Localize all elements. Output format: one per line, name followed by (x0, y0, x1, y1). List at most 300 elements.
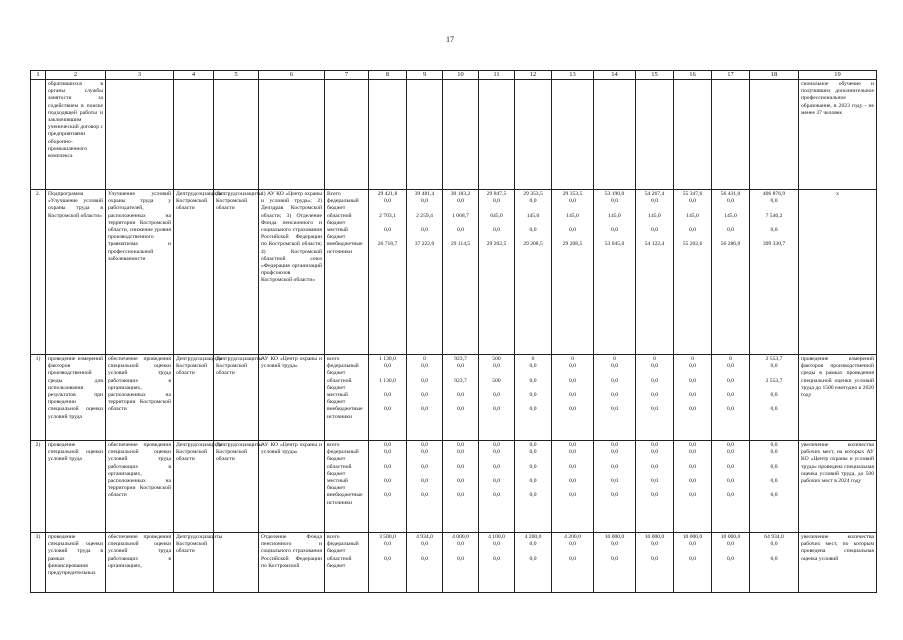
source-name: областной бюджет (327, 212, 352, 226)
header-cell: 13 (552, 71, 594, 80)
cell-c6: Отделение Фонда пенсионного и социального страхования Российской Федерации по Костромской (259, 533, 325, 593)
value: 0,0 (651, 449, 658, 456)
value: 0,0 (689, 541, 696, 548)
cell-c2: проведение измерений факторов производственной среды для использования результатов при проведении специальной оценки условий труда (46, 355, 106, 441)
cell-c3: обеспечение проведения специальной оценки условий труда работающих в организациях, (106, 533, 174, 593)
value: 0,0 (611, 541, 618, 548)
cell-value (636, 80, 674, 190)
value: 0,0 (689, 377, 696, 384)
value: 0,0 (689, 442, 696, 448)
source-name: внебюджетные источники (327, 406, 363, 420)
value: 0,0 (770, 477, 778, 484)
value: 0,0 (611, 198, 618, 205)
value: 0,0 (457, 555, 464, 562)
value: 0,0 (457, 198, 464, 205)
cell-value (750, 355, 799, 441)
value: 0 (691, 356, 694, 362)
value: 53 045,0 (604, 241, 625, 248)
value: 29 421,8 (377, 191, 398, 197)
value: 0,0 (421, 442, 428, 448)
value: 0,0 (569, 363, 576, 370)
value: 0,0 (727, 555, 734, 562)
value: 0,0 (529, 463, 537, 470)
value: 0,0 (421, 449, 428, 456)
value: 0,0 (384, 555, 391, 562)
value: 0,0 (457, 449, 464, 456)
cell-value (479, 441, 515, 533)
cell-c4: Дептрудсоцзащиты Костромской области (174, 190, 214, 355)
cell-c6: АУ КО «Центр охраны и условий труда» (259, 441, 325, 533)
value: 0,0 (569, 555, 576, 562)
value: 0,0 (651, 363, 658, 370)
value: 0,0 (493, 492, 500, 499)
value: 0,0 (689, 226, 696, 233)
value: 0,0 (384, 541, 391, 548)
cell-c5 (214, 533, 259, 593)
source-name: местный бюджет (327, 226, 348, 241)
value: 29 208,5 (523, 241, 543, 248)
value: 55 202,6 (682, 241, 703, 248)
value: 1 130,0 (379, 356, 396, 362)
value: 0,0 (611, 363, 618, 370)
source-name: местный бюджет (327, 391, 348, 406)
value: 0 (613, 356, 616, 362)
table-row (31, 441, 877, 533)
source-name: внебюджетные источники (327, 492, 363, 506)
value: 0,0 (493, 363, 500, 370)
value: 64 934,0 (764, 534, 784, 540)
value: 145,0 (608, 212, 621, 219)
value: 0,0 (384, 226, 391, 233)
value: 4 100,0 (488, 534, 505, 540)
header-cell: 11 (479, 71, 515, 80)
value: 10 000,0 (644, 534, 665, 540)
cell-value (479, 80, 515, 190)
cell-value (407, 355, 443, 441)
value: 0,0 (569, 442, 576, 448)
value: 0,0 (529, 377, 537, 384)
value: 0,0 (727, 492, 734, 499)
cell-value (443, 190, 479, 355)
cell-value (712, 80, 750, 190)
value: 0,0 (689, 492, 696, 499)
value: 0,0 (651, 198, 658, 205)
cell-value (594, 355, 636, 441)
value: 0,0 (611, 463, 618, 470)
header-cell: 9 (407, 71, 443, 80)
cell-c5: Депгрудсоцзащиты Костромской области (214, 355, 259, 441)
value: 406 876,9 (762, 191, 786, 197)
value: 0,0 (611, 226, 618, 233)
cell-value (369, 80, 407, 190)
cell-value (636, 190, 674, 355)
cell-c3 (106, 80, 174, 190)
cell-value (479, 190, 515, 355)
header-cell: 18 (750, 71, 799, 80)
value: 0,0 (727, 442, 734, 448)
value: 0,0 (493, 442, 500, 448)
cell-sources (325, 190, 369, 355)
value: 0,0 (689, 406, 696, 413)
value: 0,0 (651, 463, 658, 470)
value: 0,0 (493, 541, 500, 548)
header-cell: 17 (712, 71, 750, 80)
cell-c2: проведение специальной оценки условий труда (46, 441, 106, 533)
value: 0,0 (457, 463, 464, 470)
cell-value (552, 533, 594, 593)
cell-value (443, 355, 479, 441)
value: 0,0 (457, 492, 464, 499)
value: 0,0 (569, 377, 576, 384)
value: 0,0 (651, 492, 658, 499)
header-cell: 16 (674, 71, 712, 80)
cell-value (636, 355, 674, 441)
table-row (31, 190, 877, 355)
value: 0,0 (611, 442, 618, 448)
cell-c1: 3) (31, 533, 46, 593)
cell-value (552, 80, 594, 190)
cell-c4 (174, 80, 214, 190)
value: 0,0 (421, 363, 428, 370)
value: 0,0 (384, 406, 391, 413)
value: 10 000,0 (604, 534, 625, 540)
value: 0,0 (421, 541, 428, 548)
header-cell: 6 (259, 71, 325, 80)
value: 0,0 (569, 226, 576, 233)
value: 0,0 (421, 555, 428, 562)
value: 0,0 (493, 198, 500, 205)
value: 55 347,6 (682, 191, 703, 197)
value: 0,0 (421, 477, 428, 484)
value: 0,0 (421, 198, 428, 205)
value: 0,0 (384, 363, 391, 370)
value: 0,0 (457, 226, 464, 233)
cell-value (750, 80, 799, 190)
value: 0,0 (421, 377, 428, 384)
value: 10 000,0 (682, 534, 703, 540)
value: 0,0 (384, 198, 391, 205)
header-cell: 4 (174, 71, 214, 80)
source-name: федеральный бюджет (327, 198, 359, 212)
header-cell: 19 (799, 71, 877, 80)
value: 0,0 (727, 377, 734, 384)
cell-result: увеличение количества рабочих мест, по которым проведена специальная оценка условий (799, 533, 877, 593)
cell-value (407, 533, 443, 593)
cell-result: х (799, 190, 877, 355)
source-name: местный бюджет (327, 477, 348, 492)
cell-c5: Депгрудсоцзащиты Костромской области (214, 190, 259, 355)
value: 2 703,1 (379, 212, 396, 219)
value: 0,0 (770, 226, 778, 233)
cell-value (552, 355, 594, 441)
value: 26 718,7 (377, 241, 398, 248)
value: 7 546,2 (765, 212, 783, 219)
cell-c2: обратившихся в органы службы занятости за содействием в поиске подходящей работы и заключившим ученический договор с предприятиями оборонно-промышленного комплекса (46, 80, 106, 190)
cell-value (407, 441, 443, 533)
value: 0,0 (384, 477, 391, 484)
value: 0,0 (457, 442, 464, 448)
value: 0,0 (493, 226, 500, 233)
value: 0,0 (569, 477, 576, 484)
value: 54 267,4 (644, 191, 665, 197)
source-name: всего (327, 534, 340, 540)
value: 0,0 (689, 391, 696, 398)
value: 0,0 (611, 449, 618, 456)
cell-value (636, 441, 674, 533)
value: 0,0 (421, 463, 428, 470)
value: 145,0 (526, 212, 540, 219)
value: 0 (729, 356, 732, 362)
value: 0 (423, 356, 426, 362)
cell-c1: 2) (31, 441, 46, 533)
value: 145,0 (648, 212, 661, 219)
value: 0,0 (770, 442, 778, 448)
cell-value (674, 190, 712, 355)
value: 145,0 (686, 212, 699, 219)
value: 56 431,0 (720, 191, 741, 197)
value: 29 847,5 (486, 191, 507, 197)
value: 4 200,0 (564, 534, 581, 540)
cell-value (515, 80, 552, 190)
source-name: Всего (327, 191, 341, 197)
value: 3 500,0 (379, 534, 396, 540)
value: 53 190,0 (604, 191, 625, 197)
cell-value (369, 355, 407, 441)
value: 0,0 (384, 492, 391, 499)
cell-value (674, 80, 712, 190)
value: 0,0 (569, 463, 576, 470)
value: 0,0 (689, 555, 696, 562)
cell-value (515, 355, 552, 441)
value: 29 353,5 (562, 191, 583, 197)
cell-value (594, 190, 636, 355)
cell-value (515, 190, 552, 355)
value: 399 330,7 (762, 241, 786, 248)
value: 0,0 (727, 477, 734, 484)
value: 37 222,0 (414, 241, 435, 248)
table-row (31, 80, 877, 190)
source-name: федеральный бюджет (327, 363, 359, 377)
value: 0,0 (651, 406, 658, 413)
cell-c4: Депгрудсоцзащиты Костромской области (174, 355, 214, 441)
header-cell: 8 (369, 71, 407, 80)
value: 0,0 (611, 377, 618, 384)
cell-value (479, 355, 515, 441)
value: 0,0 (529, 541, 537, 548)
table-row (31, 533, 877, 593)
value: 0,0 (651, 541, 658, 548)
cell-value (594, 533, 636, 593)
value: 0,0 (651, 477, 658, 484)
value: 0,0 (529, 492, 537, 499)
value: 0,0 (727, 449, 734, 456)
cell-value (674, 533, 712, 593)
value: 0,0 (727, 391, 734, 398)
value: 0,0 (770, 555, 778, 562)
header-row (31, 71, 877, 80)
value: 0,0 (689, 477, 696, 484)
value: 1 130,0 (379, 377, 396, 384)
value: 39 481,4 (414, 191, 435, 197)
cell-value (407, 190, 443, 355)
value: 0,0 (611, 406, 618, 413)
source-name: всего (327, 442, 340, 448)
cell-c1: 2. (31, 190, 46, 355)
cell-c5 (214, 80, 259, 190)
value: 0,0 (493, 463, 500, 470)
cell-value (407, 80, 443, 190)
value: 645,0 (490, 212, 503, 219)
value: 29 208,5 (562, 241, 583, 248)
value: 0,0 (770, 449, 778, 456)
value: 0,0 (651, 391, 658, 398)
value: 0,0 (493, 555, 500, 562)
header-cell: 14 (594, 71, 636, 80)
value: 0,0 (529, 406, 537, 413)
value: 0,0 (529, 449, 537, 456)
header-cell: 3 (106, 71, 174, 80)
cell-c5: Депгрудсоцзащиты Костромской области (214, 441, 259, 533)
value: 0,0 (457, 477, 464, 484)
source-name: областной бюджет (327, 555, 352, 569)
value: 0,0 (493, 449, 500, 456)
value: 500 (492, 356, 501, 362)
value: 0,0 (770, 363, 778, 370)
value: 0,0 (457, 541, 464, 548)
cell-c3: Улучшение условий охраны труда у работодателей, расположенных на территории Костромской области, снижение уровня производственного травматизма и профессиональной заболеваемости (106, 190, 174, 355)
cell-value (750, 533, 799, 593)
value: 0 (571, 356, 574, 362)
value: 0,0 (529, 226, 537, 233)
value: 0,0 (770, 463, 778, 470)
header-cell: 10 (443, 71, 479, 80)
cell-sources (325, 441, 369, 533)
value: 0,0 (727, 226, 734, 233)
cell-c6: АУ КО «Центр охраны и условий труда» (259, 355, 325, 441)
value: 0,0 (421, 406, 428, 413)
value: 4 200,0 (524, 534, 542, 540)
cell-c2: Подпрограмма «Улучшение условий охраны труда в Костромской области» (46, 190, 106, 355)
value: 0,0 (770, 406, 778, 413)
cell-value (443, 80, 479, 190)
value: 0,0 (727, 198, 734, 205)
value: 10 000,0 (720, 534, 741, 540)
value: 0,0 (493, 477, 500, 484)
header-cell: 2 (46, 71, 106, 80)
value: 2 259,4 (416, 212, 433, 219)
value: 0 (653, 356, 656, 362)
value: 2 553,7 (765, 356, 783, 362)
value: 145,0 (724, 212, 737, 219)
value: 0,0 (569, 449, 576, 456)
cell-value (750, 190, 799, 355)
table-row (31, 355, 877, 441)
cell-c6 (259, 80, 325, 190)
cell-sources (325, 355, 369, 441)
cell-c2: проведение специальной оценки условий труда в рамках финансирования предупредительных (46, 533, 106, 593)
value: 0,0 (529, 477, 537, 484)
source-name: внебюджетные источники (327, 241, 363, 255)
value: 0,0 (384, 442, 391, 448)
value: 0,0 (529, 363, 537, 370)
cell-c3: обеспечение проведения специальной оценки условий труда работающих в организациях, расположенных на территории Костромской области (106, 441, 174, 533)
cell-value (674, 355, 712, 441)
value: 0,0 (384, 463, 391, 470)
value: 0,0 (384, 449, 391, 456)
value: 0,0 (569, 492, 576, 499)
value: 0,0 (529, 555, 537, 562)
value: 0,0 (457, 391, 464, 398)
cell-c4: Депгрудсоцзащиты Костромской области (174, 441, 214, 533)
value: 0,0 (727, 363, 734, 370)
value: 0,0 (493, 406, 500, 413)
value: 30 183,2 (450, 191, 471, 197)
value: 145,0 (566, 212, 579, 219)
cell-c1 (31, 80, 46, 190)
source-name: всего (327, 356, 340, 362)
header-cell: 5 (214, 71, 259, 80)
value: 29 114,5 (450, 241, 471, 248)
value: 0,0 (770, 492, 778, 499)
value: 0,0 (689, 363, 696, 370)
source-name: областной бюджет (327, 463, 352, 477)
value: 2 553,7 (765, 377, 783, 384)
value: 0,0 (421, 391, 428, 398)
cell-value (369, 441, 407, 533)
cell-value (712, 441, 750, 533)
value: 0,0 (569, 391, 576, 398)
value: 0,0 (611, 555, 618, 562)
cell-value (712, 355, 750, 441)
value: 0,0 (611, 492, 618, 499)
value: 0,0 (457, 363, 464, 370)
value: 4 934,0 (416, 534, 433, 540)
source-name: федеральный бюджет (327, 449, 359, 463)
value: 0,0 (651, 442, 658, 448)
value: 923,7 (454, 377, 467, 384)
cell-value (515, 533, 552, 593)
source-name: федеральный бюджет (327, 541, 359, 555)
value: 0,0 (611, 391, 618, 398)
cell-value (369, 533, 407, 593)
value: 29 202,5 (486, 241, 507, 248)
cell-value (636, 533, 674, 593)
value: 54 122,4 (644, 241, 665, 248)
program-table (30, 70, 877, 593)
value: 0,0 (689, 198, 696, 205)
value: 0,0 (493, 391, 500, 398)
source-name: областной бюджет (327, 377, 352, 391)
value: 0,0 (727, 463, 734, 470)
header-cell: 15 (636, 71, 674, 80)
cell-c4: Депгрудсоцзащиты Костромской области (174, 533, 214, 593)
cell-value (594, 441, 636, 533)
cell-value (443, 441, 479, 533)
value: 0,0 (569, 406, 576, 413)
cell-value (443, 533, 479, 593)
value: 0,0 (529, 391, 537, 398)
cell-sources (325, 80, 369, 190)
value: 0,0 (651, 226, 658, 233)
cell-value (552, 441, 594, 533)
cell-c1: 1) (31, 355, 46, 441)
value: 0,0 (727, 406, 734, 413)
value: 0,0 (770, 391, 778, 398)
value: 0,0 (651, 555, 658, 562)
cell-value (552, 190, 594, 355)
value: 1 068,7 (452, 212, 469, 219)
cell-value (674, 441, 712, 533)
